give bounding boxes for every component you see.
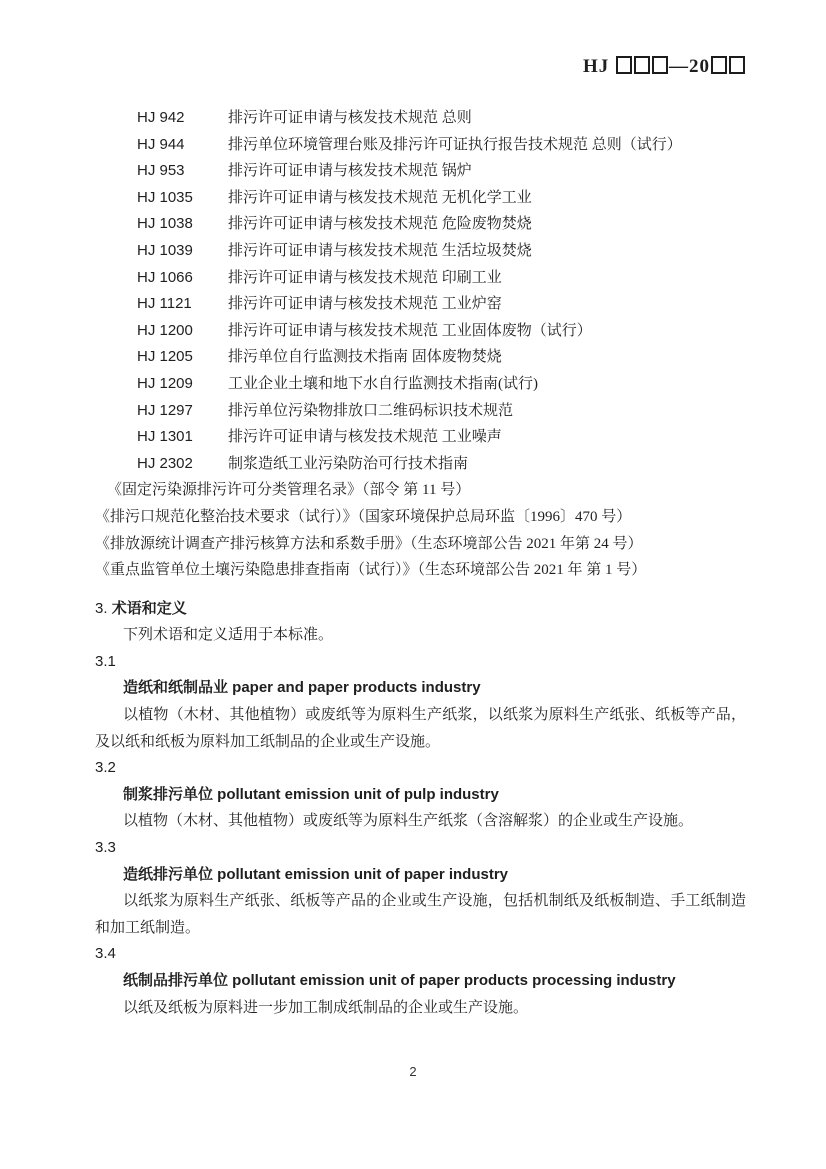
standard-reference-row: [137, 132, 746, 159]
page-number: 2: [409, 1064, 417, 1079]
standard-reference-row: [137, 238, 746, 265]
standard-title: 排污许可证申请与核发技术规范 印刷工业: [228, 269, 502, 286]
standard-code: HJ 1035: [137, 188, 193, 206]
standard-title: 排污许可证申请与核发技术规范 总则: [228, 110, 472, 126]
standard-code: HJ 1038: [137, 215, 193, 233]
page-footer: [0, 1064, 826, 1079]
reference-item: 《排放源统计调查产排污核算方法和系数手册》（生态环境部公告 2021 年第 24 号）: [95, 535, 643, 552]
standard-title: 排污许可证申请与核发技术规范 无机化学工业: [228, 189, 532, 206]
standard-reference-row: [137, 344, 746, 371]
standard-code: HJ 1205: [137, 348, 193, 366]
term-block: [95, 755, 746, 835]
standard-code: HJ 1297: [137, 401, 193, 419]
term-name: 纸制品排污单位 pollutant emission unit of paper products processing industry: [123, 972, 676, 989]
standard-code: HJ 2302: [137, 454, 193, 472]
placeholder-box: [634, 56, 650, 74]
reference-item: 《固定污染源排污许可分类管理名录》（部令 第 11 号）: [107, 482, 471, 499]
standard-reference-row: [137, 371, 746, 398]
term-definition: 以植物（木材、其他植物）或废纸等为原料生产纸浆（含溶解浆）的企业或生产设施。: [123, 813, 694, 830]
term-number: 3.4: [95, 945, 116, 963]
page-content: [95, 105, 746, 1021]
standard-code: HJ 1200: [137, 321, 193, 339]
term-number: 3.2: [95, 759, 116, 777]
term-definition: 以植物（木材、其他植物）或废纸等为原料生产纸浆，以纸浆为原料生产纸张、纸板等产品，及以纸和纸板为原料加工纸制品的企业或生产设施。: [95, 707, 746, 750]
standard-title: 排污许可证申请与核发技术规范 工业固体废物（试行）: [228, 322, 592, 339]
standard-reference-row: [137, 265, 746, 292]
term-name: 造纸排污单位 pollutant emission unit of paper industry: [123, 865, 509, 883]
placeholder-box: [652, 56, 668, 74]
term-block: [95, 835, 746, 941]
standard-title: 排污单位环境管理台账及排污许可证执行报告技术规范 总则（试行）: [228, 136, 682, 153]
term-number: 3.3: [95, 839, 116, 857]
section-number: 3.: [95, 599, 108, 617]
term-name: 造纸和纸制品业 paper and paper products industry: [123, 679, 481, 697]
standard-title: 工业企业土壤和地下水自行监测技术指南(试行): [228, 375, 538, 392]
standard-number-header: HJ —20: [583, 56, 746, 77]
placeholder-box: [729, 56, 745, 74]
term-block: [95, 941, 746, 1021]
standard-code: HJ 1121: [137, 295, 192, 313]
standard-code: HJ 1066: [137, 268, 193, 286]
reference-item: 《排污口规范化整治技术要求（试行）》（国家环境保护总局环监〔1996〕470 号）: [95, 508, 632, 525]
page-header: [583, 56, 746, 78]
standard-reference-row: [137, 185, 746, 212]
term-number: 3.1: [95, 652, 116, 670]
standard-title: 排污单位污染物排放口二维码标识技术规范: [228, 402, 514, 419]
standard-code: HJ 1301: [137, 428, 193, 446]
standard-title: 排污许可证申请与核发技术规范 工业炉窑: [228, 296, 502, 313]
standard-reference-row: [137, 451, 746, 478]
term-definition: 以纸及纸板为原料进一步加工制成纸制品的企业或生产设施。: [123, 999, 529, 1016]
standard-title: 排污许可证申请与核发技术规范 工业噪声: [228, 429, 502, 446]
standard-title: 排污许可证申请与核发技术规范 锅炉: [228, 163, 472, 180]
standard-code: HJ 1039: [137, 241, 193, 259]
standard-reference-row: [137, 105, 746, 132]
standard-title: 排污许可证申请与核发技术规范 危险废物焚烧: [228, 216, 532, 233]
normative-standards-list: [95, 105, 746, 477]
reference-item: 《重点监管单位土壤污染隐患排查指南（试行）》（生态环境部公告 2021 年 第 1 号）: [95, 562, 647, 579]
standard-title: 排污单位自行监测技术指南 固体废物焚烧: [228, 349, 502, 366]
standard-reference-row: [137, 158, 746, 185]
term-block: [95, 649, 746, 755]
standard-code: HJ 944: [137, 135, 185, 153]
standard-reference-row: [137, 291, 746, 318]
placeholder-box: [711, 56, 727, 74]
standard-reference-row: [137, 398, 746, 425]
standard-code: HJ 1209: [137, 374, 193, 392]
standard-reference-row: [137, 211, 746, 238]
term-definition: 以纸浆为原料生产纸张、纸板等产品的企业或生产设施，包括机制纸及纸板制造、手工纸制造和加工纸制造。: [95, 893, 746, 936]
standard-reference-row: [137, 318, 746, 345]
section-terms-and-definitions: [95, 596, 746, 1022]
section-title: 术语和定义: [111, 599, 187, 617]
placeholder-box: [616, 56, 632, 74]
term-name: 制浆排污单位 pollutant emission unit of pulp industry: [123, 785, 499, 803]
standard-code: HJ 953: [137, 162, 185, 180]
standard-code: HJ 942: [137, 109, 185, 126]
standard-title: 排污许可证申请与核发技术规范 生活垃圾焚烧: [228, 242, 532, 259]
section-intro: 下列术语和定义适用于本标准。: [123, 627, 334, 644]
section-heading: [95, 596, 746, 623]
document-references: [95, 477, 746, 583]
standard-reference-row: [137, 424, 746, 451]
standard-title: 制浆造纸工业污染防治可行技术指南: [228, 455, 469, 472]
